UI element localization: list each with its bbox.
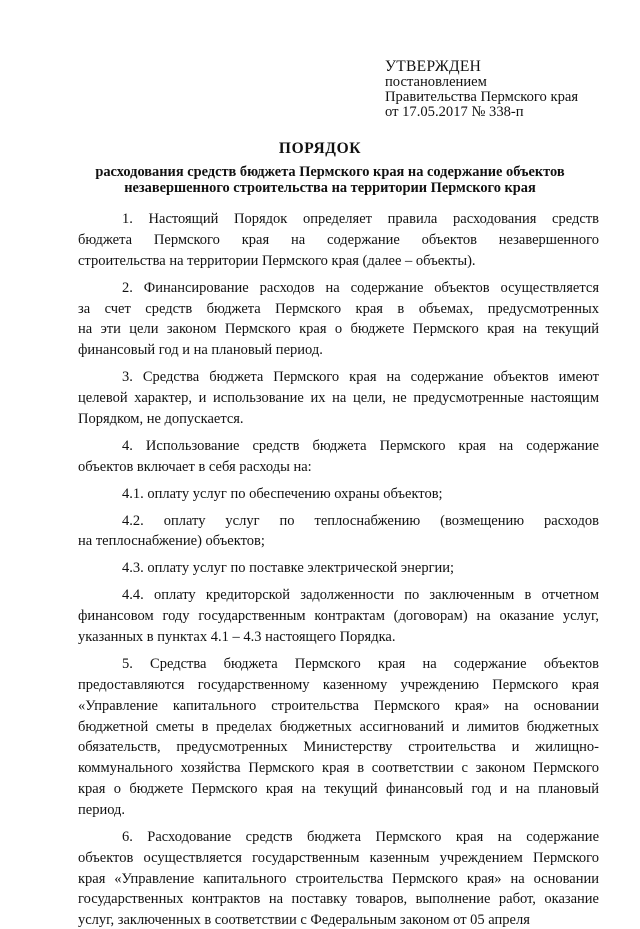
paragraph-line: 5. Средства бюджета Пермского края на содержание объектов [122,655,599,672]
subtitle-line-2: незавершенного строительства на территории Пермского края [124,179,536,196]
paragraph-line: 4. Использование средств бюджета Пермского края на содержание [122,437,599,454]
paragraph-line: указанных в пунктах 4.1 – 4.3 настоящего Порядка. [78,629,396,645]
paragraph-line: Порядком, не допускается. [78,410,244,427]
paragraph-line: 4.1. оплату услуг по обеспечению охраны объектов; [122,485,443,502]
paragraph-line: «Управление капитального строительства Пермского края» на основании [78,697,599,714]
paragraph-line: на теплоснабжение) объектов; [78,533,265,550]
paragraph-line: 2. Финансирование расходов на содержание объектов осуществляется [122,279,599,296]
approval-stamp [385,58,625,120]
paragraph-line: финансовый год и на плановый период. [78,342,323,359]
paragraph-line: 4.2. оплату услуг по теплоснабжению (возмещению расходов [122,512,599,529]
paragraph-line: края «Управление капитального строительства Пермского края» на основании [78,870,599,887]
paragraph-line: на эти цели законом Пермского края о бюджете Пермского края на текущий [78,321,599,338]
approval-title: УТВЕРЖДЕН [385,58,482,75]
paragraph-line: период. [78,801,126,818]
paragraph-line: предоставляются государственному казенному учреждению Пермского края [78,676,599,693]
paragraph-line: коммунального хозяйства Пермского края в соответствии с законом Пермского [78,760,599,777]
approval-line-3: Правительства Пермского края [385,89,579,105]
paragraph-line: 4.4. оплату кредиторской задолженности по заключенным в отчетном [122,587,599,604]
paragraph-line: строительства на территории Пермского края (далее – объекты). [78,252,476,269]
approval-line-4: от 17.05.2017 № 338-п [385,104,524,120]
paragraph-line: целевой характер, и использование их на цели, не предусмотренные настоящим [78,390,599,406]
paragraph-line: 4.3. оплату услуг по поставке электрической энергии; [122,560,455,577]
paragraph-line: услуг, заключенных в соответствии с Федеральным законом от 05 апреля [78,912,530,929]
paragraph-line: обязательств, предусмотренных Министерству строительства и жилищно- [78,739,599,756]
paragraph-line: бюджетной сметы в пределах бюджетных ассигнований и лимитов бюджетных [78,718,599,735]
paragraph-line: объектов осуществляется государственным казенным учреждением Пермского [78,849,599,866]
paragraph-line: 1. Настоящий Порядок определяет правила расходования средств [122,211,599,227]
document-subtitle [60,165,600,196]
paragraph-line: за счет средств бюджета Пермского края в объемах, предусмотренных [78,300,599,317]
approval-line-2: постановлением [385,74,487,90]
paragraph-line: финансовом году государственным контрактам (договорам) на оказание услуг, [78,608,599,625]
paragraph-line: 6. Расходование средств бюджета Пермского края на содержание [122,828,599,845]
paragraph-line: 3. Средства бюджета Пермского края на содержание объектов имеют [122,369,599,386]
document-title: ПОРЯДОК [278,140,362,157]
paragraph-line: государственных контрактов на поставку товаров, выполнение работ, оказание [78,891,599,908]
subtitle-line-1: расходования средств бюджета Пермского края на содержание объектов [95,164,565,180]
paragraph-line: объектов включает в себя расходы на: [78,458,312,475]
paragraph-line: края о бюджете Пермского края на текущий финансовый год и на плановый [78,781,599,798]
paragraph-line: бюджета Пермского края на содержание объектов незавершенного [78,231,599,248]
